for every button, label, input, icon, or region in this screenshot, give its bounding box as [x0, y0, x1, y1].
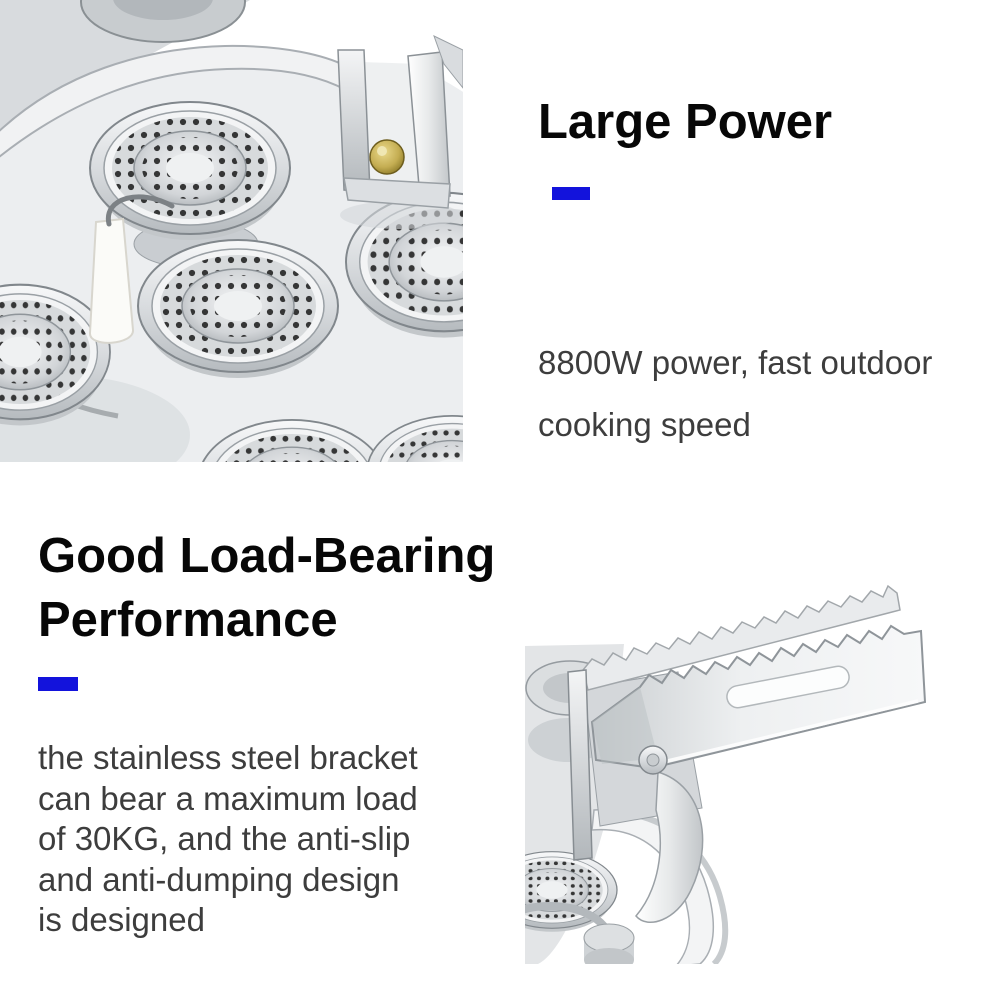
load-body-line-3: of 30KG, and the anti-slip	[38, 820, 411, 857]
power-accent-dash	[552, 187, 590, 200]
load-body-line-4: and anti-dumping design	[38, 860, 400, 898]
load-bearing-accent-dash	[38, 677, 78, 691]
load-bearing-heading-line-1: Good Load-Bearing	[38, 529, 496, 583]
power-heading: Large Power	[538, 95, 833, 149]
brass-screw	[370, 140, 404, 174]
power-body-line-2: cooking speed	[538, 406, 751, 443]
mount-bracket	[338, 36, 463, 229]
load-body-line-2: can bear a maximum load	[38, 779, 418, 817]
power-body-line-1: 8800W power, fast outdoor	[538, 344, 933, 381]
burner-center	[138, 240, 338, 378]
load-body-line-1: the stainless steel bracket	[38, 739, 418, 776]
load-bearing-heading-line-2: Performance	[38, 593, 338, 647]
load-body-line-5: is designed	[38, 901, 205, 938]
load-bearing-body	[38, 738, 418, 941]
power-body	[538, 332, 932, 456]
bracket-left-wall	[338, 50, 370, 192]
stove-burners-photo	[0, 0, 463, 462]
bracket-photo	[500, 560, 1000, 1000]
load-bearing-heading	[38, 524, 495, 652]
